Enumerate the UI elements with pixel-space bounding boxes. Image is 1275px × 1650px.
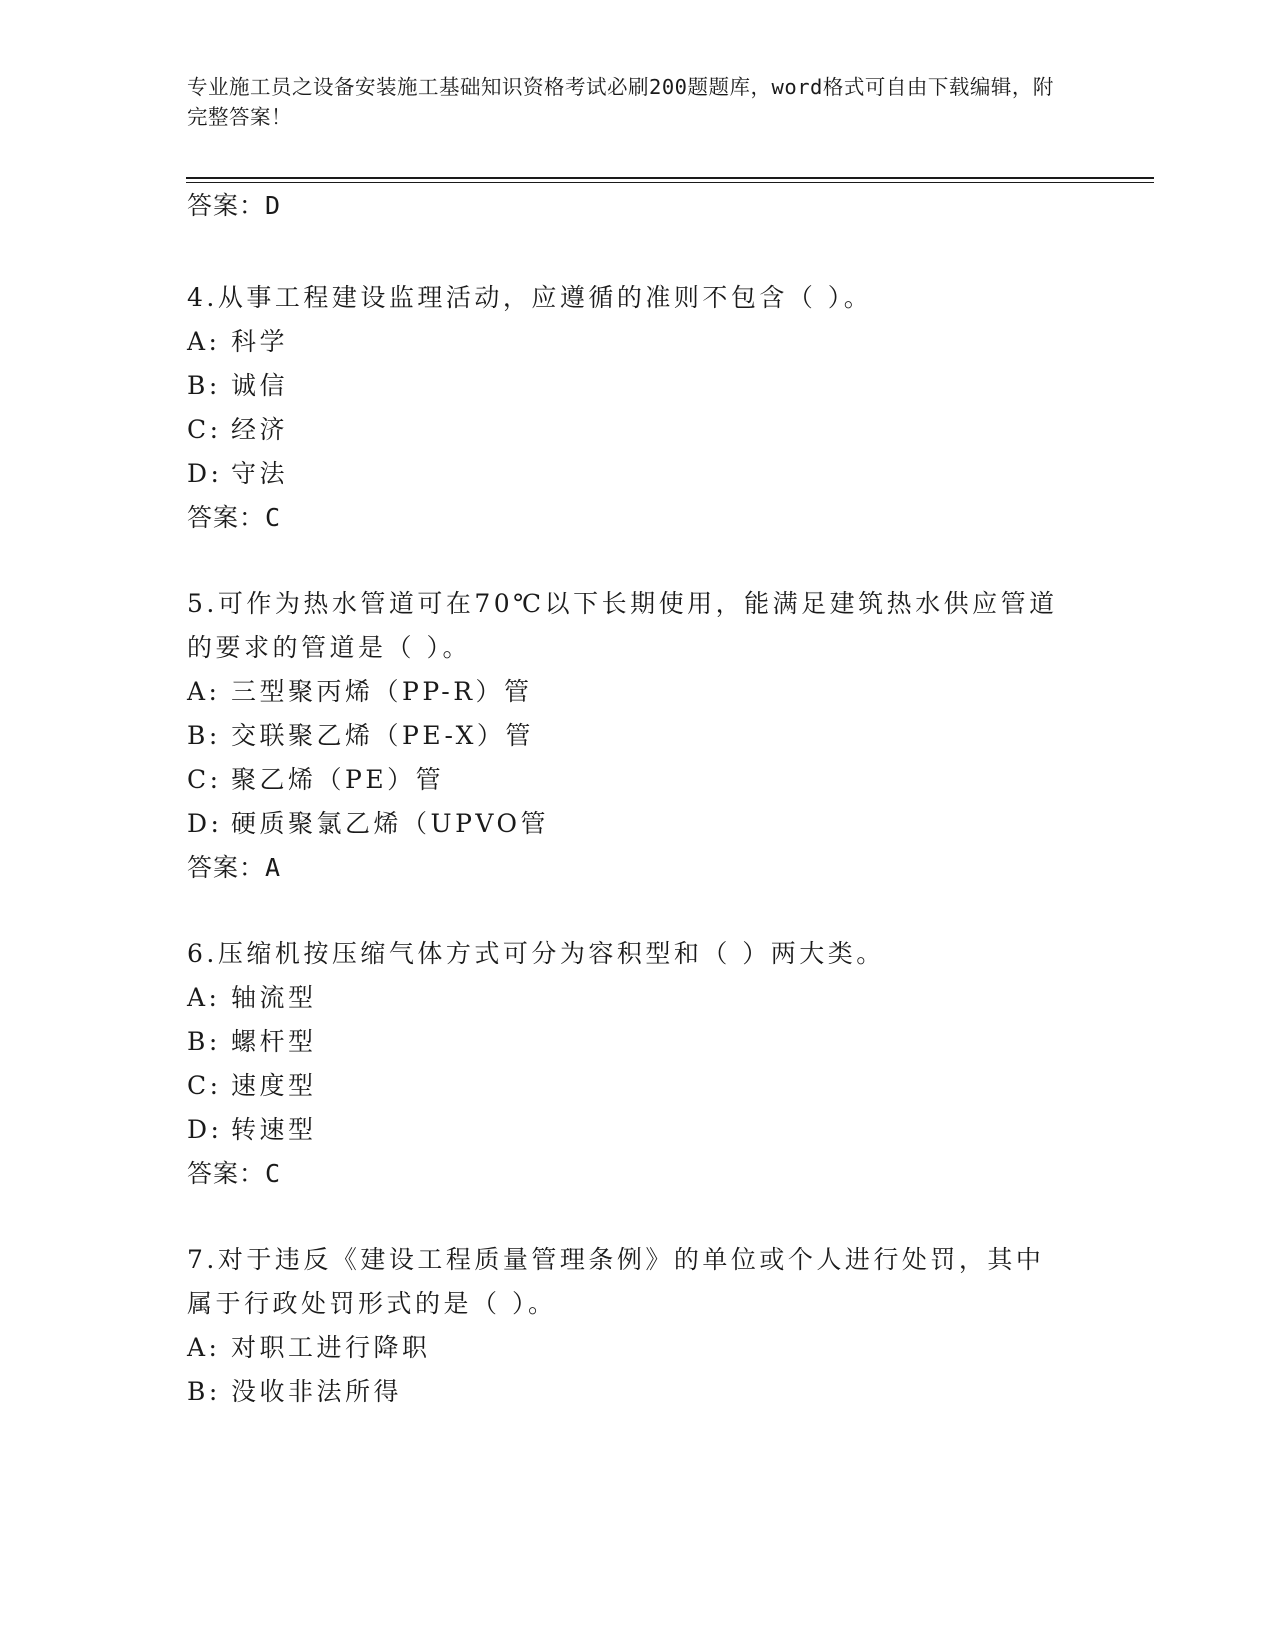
option-letter: B:	[187, 371, 221, 400]
question-4-option-b	[187, 370, 288, 402]
option-letter: B:	[187, 721, 221, 750]
option-letter: A:	[187, 677, 221, 706]
option-text: 科学	[231, 327, 289, 356]
header-rule-thin	[186, 182, 1154, 183]
question-4-stem: 4.从事工程建设监理活动，应遵循的准则不包含（ ）。	[187, 283, 873, 312]
answer-q4: 答案：C	[187, 503, 282, 532]
question-7-option-a	[187, 1332, 431, 1364]
question-5-option-d	[187, 808, 549, 840]
answer-q3: 答案：D	[187, 191, 282, 220]
option-letter: A:	[187, 1333, 221, 1362]
question-7-stem-line-2: 属于行政处罚形式的是（ ）。	[187, 1289, 557, 1318]
option-letter: B:	[187, 1027, 221, 1056]
option-text: 聚乙烯（PE）管	[231, 765, 445, 794]
option-text: 守法	[231, 459, 289, 488]
document-header: 专业施工员之设备安装施工基础知识资格考试必刷200题题库，word格式可自由下载编辑，附完整答案！	[187, 75, 1054, 129]
option-letter: B:	[187, 1377, 221, 1406]
option-text: 经济	[231, 415, 289, 444]
option-letter: C:	[187, 415, 222, 444]
question-6-option-a	[187, 982, 317, 1014]
option-letter: A:	[187, 983, 221, 1012]
question-5-option-b	[187, 720, 534, 752]
question-4-option-a	[187, 326, 288, 358]
question-4-option-c	[187, 414, 288, 446]
option-letter: C:	[187, 1071, 222, 1100]
question-5-option-c	[187, 764, 444, 796]
option-text: 交联聚乙烯（PE-X）管	[231, 721, 534, 750]
option-text: 没收非法所得	[231, 1377, 403, 1406]
option-letter: D:	[187, 459, 223, 488]
question-6-stem: 6.压缩机按压缩气体方式可分为容积型和（ ）两大类。	[187, 939, 885, 968]
option-text: 转速型	[231, 1115, 317, 1144]
question-6-option-b	[187, 1026, 317, 1058]
option-text: 诚信	[231, 371, 289, 400]
question-7-stem-line-1: 7.对于违反《建设工程质量管理条例》的单位或个人进行处罚，其中	[187, 1245, 1045, 1274]
question-5-option-a	[187, 676, 533, 708]
option-letter: D:	[187, 1115, 223, 1144]
option-text: 速度型	[231, 1071, 317, 1100]
option-letter: C:	[187, 765, 222, 794]
question-6-option-d	[187, 1114, 317, 1146]
question-5-stem-line-2: 的要求的管道是（ ）。	[187, 633, 471, 662]
header-rule-thick	[186, 177, 1154, 179]
option-text: 轴流型	[231, 983, 317, 1012]
option-letter: A:	[187, 327, 221, 356]
question-4-option-d	[187, 458, 288, 490]
option-text: 硬质聚氯乙烯（UPVO管	[231, 809, 550, 838]
option-text: 螺杆型	[231, 1027, 317, 1056]
option-letter: D:	[187, 809, 223, 838]
answer-q5: 答案：A	[187, 853, 282, 882]
question-6-option-c	[187, 1070, 317, 1102]
question-5-stem-line-1: 5.可作为热水管道可在70℃以下长期使用，能满足建筑热水供应管道	[187, 589, 1058, 618]
question-7-option-b	[187, 1376, 402, 1408]
option-text: 三型聚丙烯（PP-R）管	[231, 677, 533, 706]
option-text: 对职工进行降职	[231, 1333, 431, 1362]
answer-q6: 答案：C	[187, 1159, 282, 1188]
